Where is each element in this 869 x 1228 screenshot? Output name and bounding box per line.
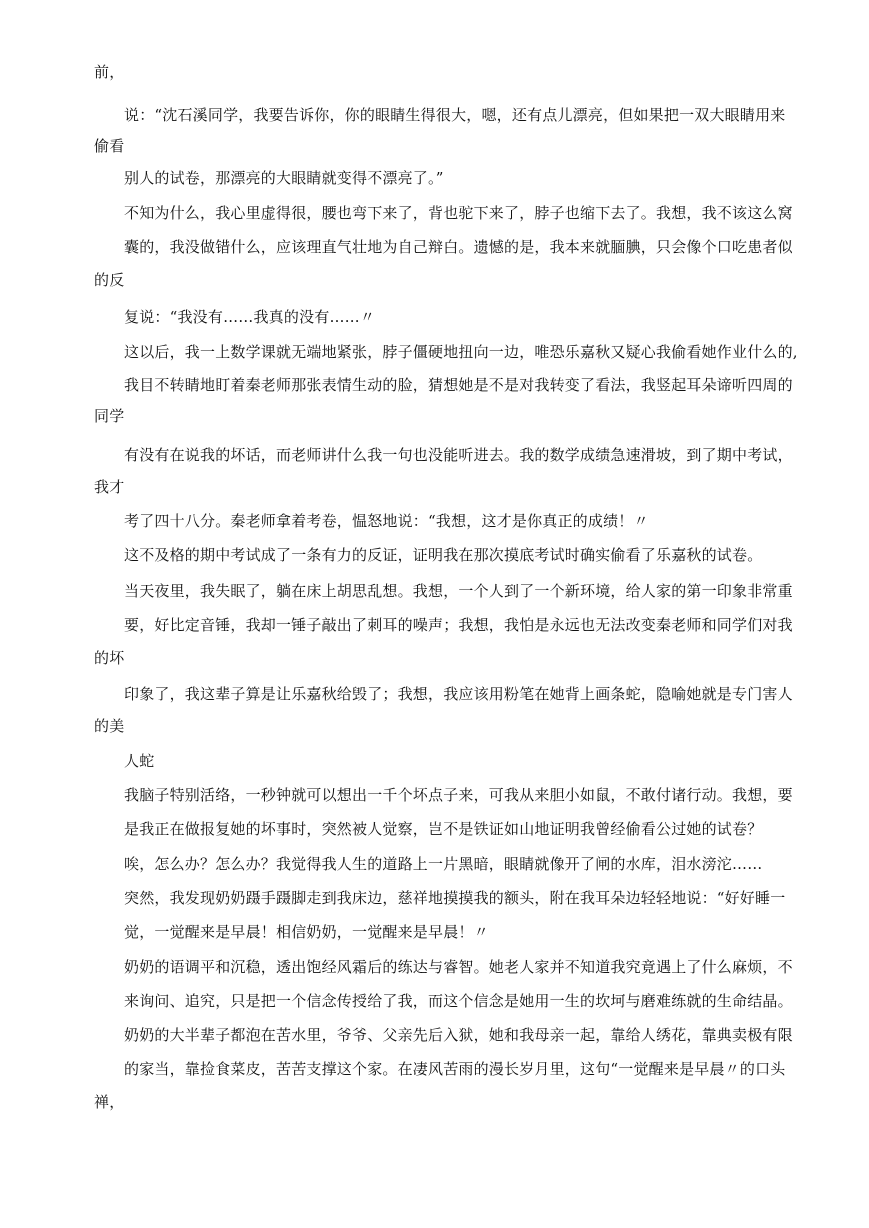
text-line: 的美: [94, 717, 125, 735]
text-line: 说：“沈石溪同学，我要告诉你，你的眼睛生得很大，嗯，还有点儿漂亮，但如果把一双大眼睛用来: [124, 106, 786, 124]
text-line: 考了四十八分。秦老师拿着考卷，愠怒地说：“我想，这才是你真正的成绩！〃: [124, 512, 649, 530]
text-line: 人蛇: [124, 752, 155, 770]
text-line: 来询问、追究，只是把一个信念传授给了我，而这个信念是她用一生的坎坷与磨难练就的生命结晶。: [124, 992, 793, 1010]
text-line: 别人的试卷，那漂亮的大眼睛就变得不漂亮了。”: [124, 169, 444, 187]
text-line: 印象了，我这辈子算是让乐嘉秋给毁了；我想，我应该用粉笔在她背上画条蛇，隐喻她就是专门害人: [124, 685, 793, 703]
text-line: 要，好比定音锤，我却一锤子敲出了刺耳的噪声；我想，我怕是永远也无法改变秦老师和同学们对我: [124, 616, 793, 634]
text-line: 奶奶的大半辈子都泡在苦水里，爷爷、父亲先后入狱，她和我母亲一起，靠给人绣花，靠典卖极有限: [124, 1026, 793, 1044]
text-line: 奶奶的语调平和沉稳，透出饱经风霜后的练达与睿智。她老人家并不知道我究竟遇上了什么麻烦，不: [124, 958, 793, 976]
text-line: 这以后，我一上数学课就无端地紧张，脖子僵硬地扭向一边，唯恐乐嘉秋又疑心我偷看她作业什么的,: [124, 343, 798, 361]
text-line: 觉，一觉醒来是早晨！相信奶奶，一觉醒来是早晨！〃: [124, 923, 489, 941]
text-line: 当天夜里，我失眠了，躺在床上胡思乱想。我想，一个人到了一个新环境，给人家的第一印象非常重: [124, 582, 793, 600]
text-line: 是我正在做报复她的坏事时，突然被人觉察，岂不是铁证如山地证明我曾经偷看公过她的试卷？: [124, 820, 763, 838]
text-line: 禅，: [94, 1093, 125, 1111]
text-line: 的反: [94, 271, 125, 289]
text-line: 的坏: [94, 649, 125, 667]
text-line: 囊的，我没做错什么，应该理直气壮地为自己辩白。遗憾的是，我本来就腼腆，只会像个口吃患者似: [124, 238, 793, 256]
text-line: 复说：“我没有……我真的没有……〃: [124, 308, 376, 326]
text-line: 我脑子特别活络，一秒钟就可以想出一千个坏点子来，可我从来胆小如鼠，不敢付诸行动。我想，要: [124, 786, 793, 804]
text-line: 这不及格的期中考试成了一条有力的反证，证明我在那次摸底考试时确实偷看了乐嘉秋的试卷。: [124, 546, 763, 564]
text-line: 我目不转睛地盯着秦老师那张表情生动的脸，猜想她是不是对我转变了看法，我竖起耳朵谛听四周的: [124, 376, 793, 394]
text-line: 有没有在说我的坏话，而老师讲什么我一句也没能听进去。我的数学成绩急速滑坡，到了期中考试，: [124, 446, 793, 464]
text-line: 唉，怎么办？怎么办？我觉得我人生的道路上一片黑暗，眼睛就像开了闸的水库，泪水滂沱……: [124, 855, 763, 873]
text-line: 的家当，靠捡食菜皮，苦苦支撑这个家。在凄风苦雨的漫长岁月里，这句“一觉醒来是早晨〃的口头: [124, 1060, 786, 1078]
text-line: 偷看: [94, 137, 125, 155]
text-line: 我才: [94, 478, 125, 496]
text-line: 突然，我发现奶奶蹑手蹑脚走到我床边，慈祥地摸摸我的额头，附在我耳朵边轻轻地说：“好好睡一: [124, 889, 786, 907]
text-line: 不知为什么，我心里虚得很，腰也弯下来了，背也驼下来了，脖子也缩下去了。我想，我不该这么窝: [124, 204, 793, 222]
text-line: 同学: [94, 407, 125, 425]
text-line: 前，: [94, 63, 125, 81]
